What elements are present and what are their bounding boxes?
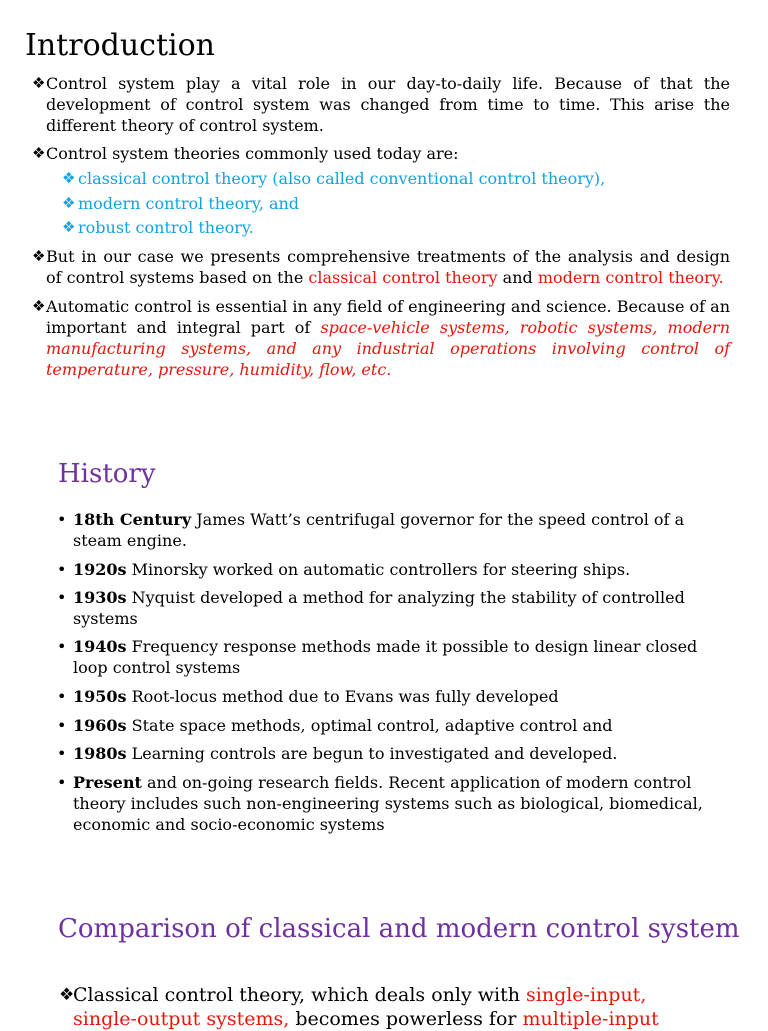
history-era: 1980s [73,744,127,763]
siso-highlight: single-input, single-output systems, [73,984,647,1030]
diamond-bullet-icon: ❖ [32,144,46,162]
intro-paragraph-2-text: Control system theories commonly used today are: [46,144,459,163]
intro-paragraph-1 [32,73,730,136]
theory-item-text: robust control theory. [78,218,254,237]
history-item [57,715,723,736]
intro-paragraph-1-text: Control system play a vital role in our day-to-daily life. Because of that the development of control system was changed from time to time. This arise the different theory of control system. [46,74,730,135]
history-text: Frequency response methods made it possible to design linear closed loop control systems [73,637,698,677]
history-item [57,743,723,764]
intro-paragraph-3-text-c: and [497,268,538,287]
history-item [57,509,723,551]
bullet-dot-icon: • [57,637,67,656]
applications-highlight: space-vehicle systems, robotic systems, modern manufacturing systems, and any industrial operations involving control of temperature, pressure, humidity, flow, etc. [46,318,731,379]
history-text: Nyquist developed a method for analyzing the stability of controlled systems [73,588,685,628]
history-era: 1940s [73,637,127,656]
history-item [57,559,723,580]
classical-theory-highlight: classical control theory [308,268,498,287]
history-era: 1950s [73,687,127,706]
history-item [57,772,723,835]
history-era: Present [73,773,142,792]
bullet-dot-icon: • [57,716,67,735]
comparison-text-a: Classical control theory, which deals only with [73,984,526,1006]
intro-paragraph-3-text-a: But in our case we presents comprehensive treatments of the analysis and design of control systems based on the [46,247,730,287]
bullet-dot-icon: • [57,744,67,763]
theory-item [62,168,606,189]
bullet-dot-icon: • [57,560,67,579]
diamond-bullet-icon: ❖ [32,297,46,315]
diamond-bullet-icon: ❖ [62,194,76,212]
history-text: State space methods, optimal control, adaptive control and [126,716,613,735]
diamond-bullet-icon: ❖ [59,985,75,1005]
history-text: Minorsky worked on automatic controllers for steering ships. [126,560,631,579]
history-title: History [58,459,156,489]
history-era: 1960s [73,716,127,735]
modern-theory-highlight: modern control theory. [537,268,724,287]
history-era: 1930s [73,588,127,607]
history-item [57,587,723,629]
theory-item-text: modern control theory, and [78,194,300,213]
intro-paragraph-3 [32,246,730,288]
intro-title: Introduction [25,28,215,63]
history-era: 18th Century [73,510,192,529]
intro-paragraph-4-text-a: Automatic control is essential in any field of engineering and science. Because of an important and integral part of [46,297,730,337]
mimo-highlight: multiple-input [522,1008,659,1030]
intro-paragraph-4 [32,296,731,380]
theory-item [62,193,300,214]
theory-item-text: classical control theory (also called conventional control theory), [78,169,606,188]
history-text: Learning controls are begun to investigated and developed. [126,744,618,763]
comparison-text-c: becomes powerless for [289,1008,523,1030]
diamond-bullet-icon: ❖ [32,74,46,92]
theory-item [62,217,254,238]
bullet-dot-icon: • [57,773,67,792]
intro-paragraph-2 [32,143,730,164]
history-text: Root-locus method due to Evans was fully developed [126,687,559,706]
diamond-bullet-icon: ❖ [62,169,76,187]
comparison-title: Comparison of classical and modern control system [58,914,740,944]
history-era: 1920s [73,560,127,579]
history-item [57,636,723,678]
bullet-dot-icon: • [57,510,67,529]
history-text: and on-going research fields. Recent application of modern control theory includes such non-engineering systems such as biological, biomedical, economic and socio-economic systems [73,773,703,834]
diamond-bullet-icon: ❖ [32,247,46,265]
history-item [57,686,723,707]
bullet-dot-icon: • [57,687,67,706]
diamond-bullet-icon: ❖ [62,218,76,236]
bullet-dot-icon: • [57,588,67,607]
history-text: James Watt’s centrifugal governor for the speed control of a steam engine. [73,510,685,550]
